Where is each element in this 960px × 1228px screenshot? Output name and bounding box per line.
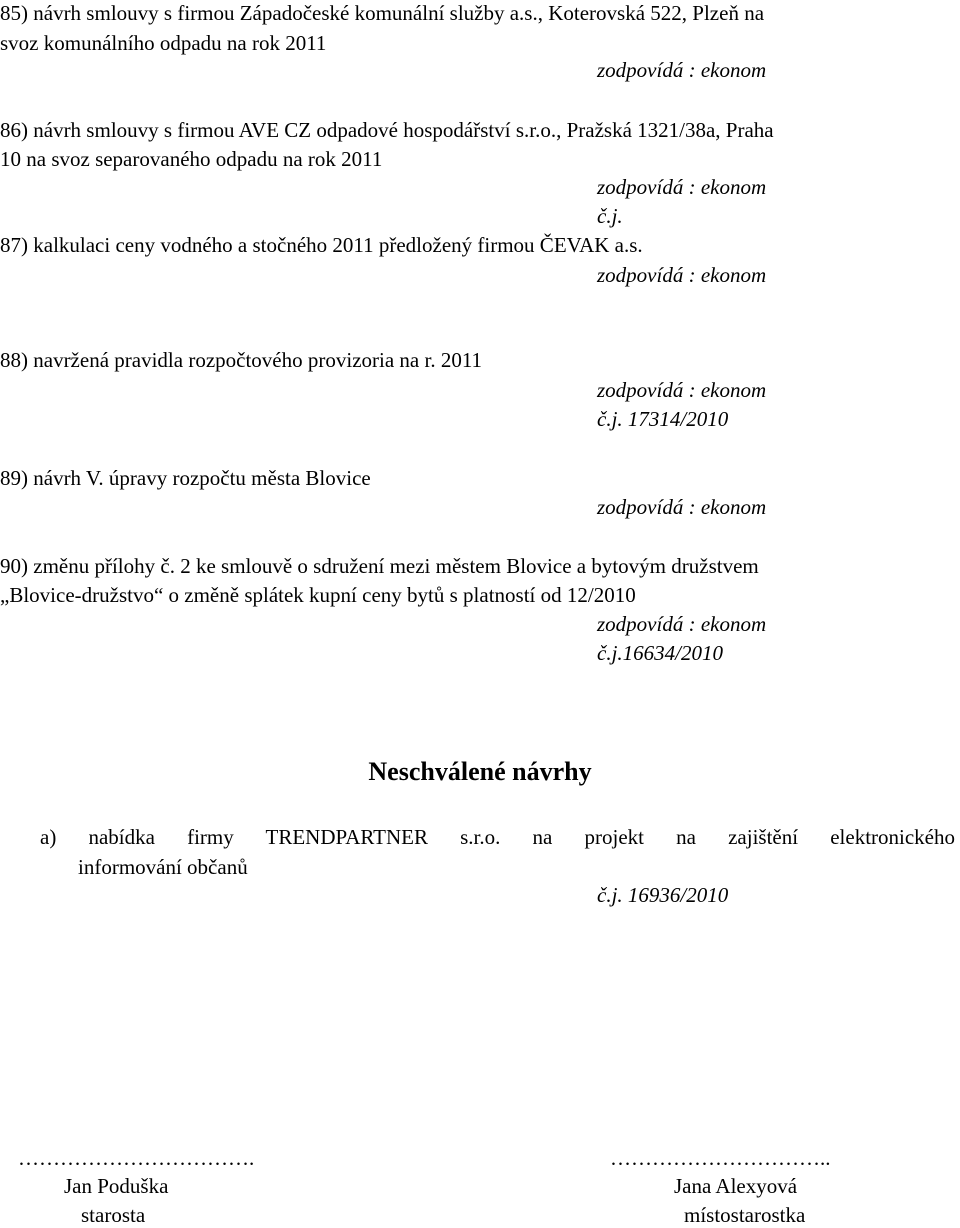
item-89-line-1: 89) návrh V. úpravy rozpočtu města Blovice	[0, 466, 371, 490]
signature-right-dots: …………………………..	[610, 1146, 831, 1170]
signature-right-role: místostarostka	[684, 1203, 806, 1227]
item-86-line-1: 86) návrh smlouvy s firmou AVE CZ odpadové hospodářství s.r.o., Pražská 1321/38a, Praha	[0, 118, 774, 142]
item-85-responsible: zodpovídá : ekonom	[597, 58, 767, 82]
rejected-heading: Neschválené návrhy	[368, 757, 592, 786]
item-88-responsible: zodpovídá : ekonom	[597, 378, 767, 402]
item-89-responsible: zodpovídá : ekonom	[597, 495, 767, 519]
item-85-line-2: svoz komunálního odpadu na rok 2011	[0, 31, 327, 55]
rejected-item-a-line-1: a) nabídka firmy TRENDPARTNER s.r.o. na projekt na zajištění elektronického	[40, 825, 955, 849]
item-85-line-1: 85) návrh smlouvy s firmou Západočeské komunální služby a.s., Koterovská 522, Plzeň na	[0, 1, 765, 25]
rejected-item-a-reference: č.j. 16936/2010	[597, 883, 729, 907]
item-87-line-1: 87) kalkulaci ceny vodného a stočného 2011 předložený firmou ČEVAK a.s.	[0, 233, 643, 257]
item-86-responsible: zodpovídá : ekonom	[597, 175, 767, 199]
rejected-item-a-line-2: informování občanů	[78, 855, 248, 879]
signature-right-name: Jana Alexyová	[674, 1174, 798, 1198]
item-90-line-1: 90) změnu přílohy č. 2 ke smlouvě o sdružení mezi městem Blovice a bytovým družstvem	[0, 554, 759, 578]
item-88-line-1: 88) navržená pravidla rozpočtového provizoria na r. 2011	[0, 348, 483, 372]
item-90-line-2: „Blovice-družstvo“ o změně splátek kupní ceny bytů s platností od 12/2010	[0, 583, 636, 607]
signature-left-role: starosta	[81, 1203, 146, 1227]
item-87-responsible: zodpovídá : ekonom	[597, 263, 767, 287]
item-90-reference: č.j.16634/2010	[597, 641, 723, 665]
item-86-reference: č.j.	[597, 204, 623, 228]
item-88-reference: č.j. 17314/2010	[597, 407, 729, 431]
item-90-responsible: zodpovídá : ekonom	[597, 612, 767, 636]
signature-left-name: Jan Poduška	[64, 1174, 169, 1198]
item-86-line-2: 10 na svoz separovaného odpadu na rok 2011	[0, 147, 383, 171]
signature-left-dots: …………………………….	[18, 1146, 255, 1170]
